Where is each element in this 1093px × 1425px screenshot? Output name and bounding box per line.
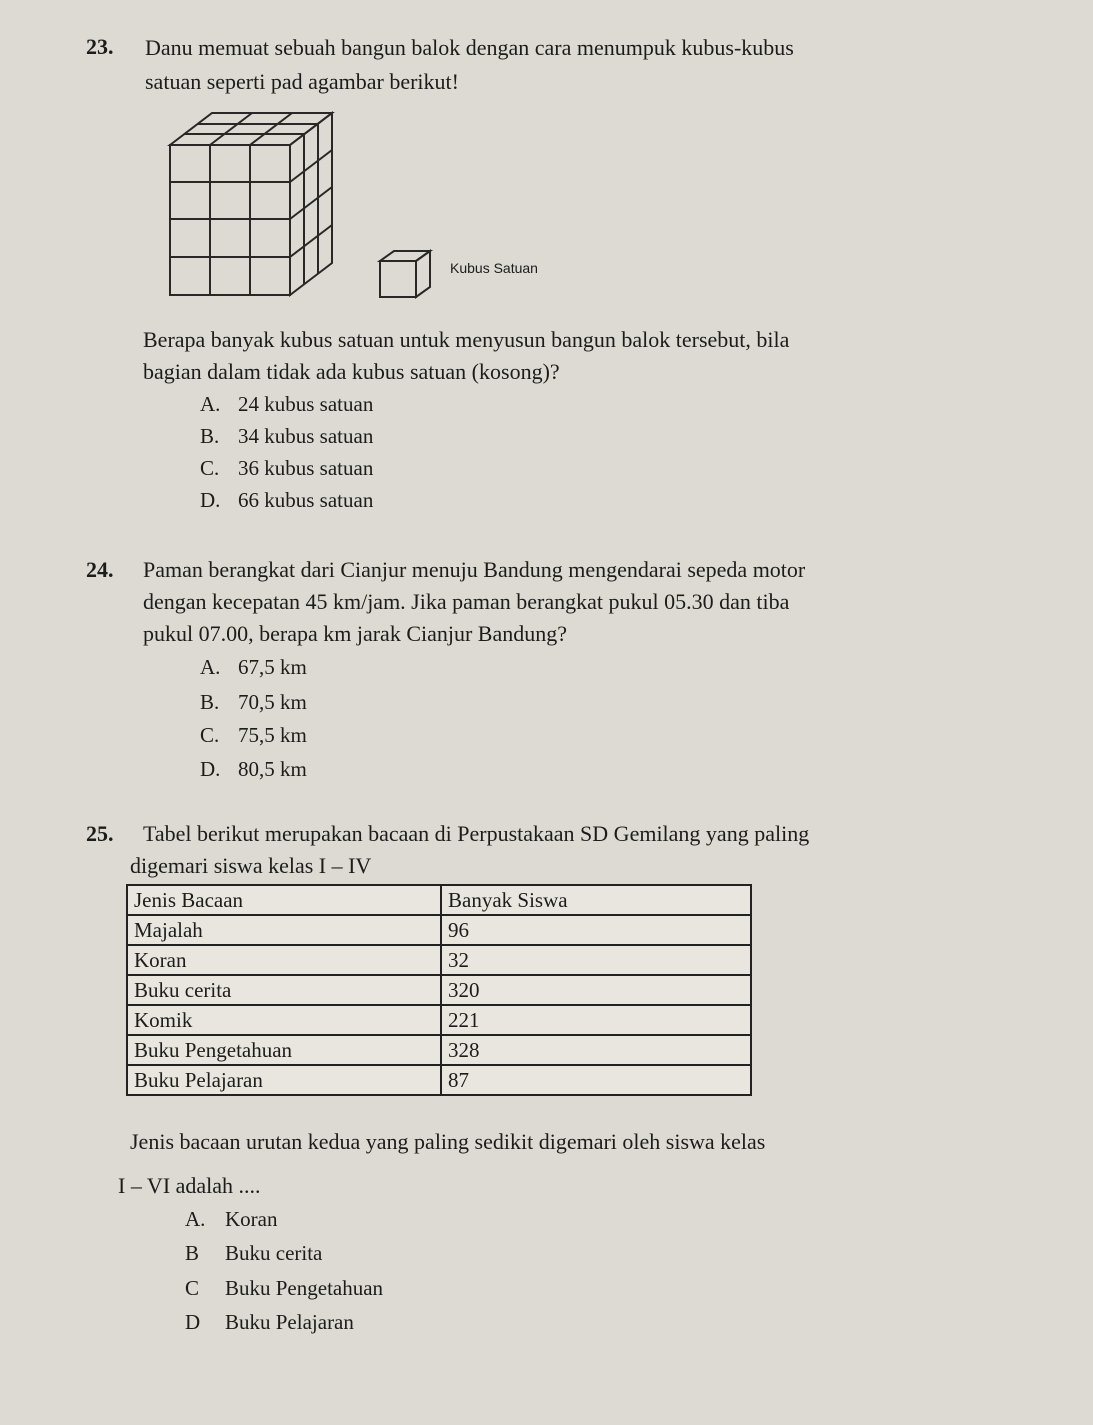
q23-question-line2: bagian dalam tidak ada kubus satuan (kosong)?	[143, 359, 560, 384]
table-row	[127, 1005, 751, 1035]
table-cell: Komik	[127, 1005, 441, 1035]
table-cell: Koran	[127, 945, 441, 975]
option-letter: A.	[185, 1207, 206, 1231]
option-letter: B.	[200, 690, 220, 714]
option-letter: B	[185, 1241, 200, 1265]
option-letter: B.	[200, 424, 220, 448]
q24-option-d[interactable]	[200, 757, 307, 782]
table-row	[127, 1065, 751, 1095]
q23-number: 23.	[86, 34, 114, 59]
option-text: 66 kubus satuan	[238, 488, 374, 512]
q23-text-line1: Danu memuat sebuah bangun balok dengan cara menumpuk kubus-kubus	[145, 35, 794, 60]
q23-question-line1: Berapa banyak kubus satuan untuk menyusun bangun balok tersebut, bila	[143, 327, 790, 352]
table-cell: Majalah	[127, 915, 441, 945]
q25-option-d[interactable]	[185, 1310, 354, 1335]
option-text: Buku Pelajaran	[225, 1310, 354, 1334]
option-letter: D.	[200, 488, 221, 512]
q25-option-c[interactable]	[185, 1276, 383, 1301]
table-cell: 221	[441, 1005, 751, 1035]
q24-text-line2: dengan kecepatan 45 km/jam. Jika paman berangkat pukul 05.30 dan tiba	[143, 589, 790, 614]
q24-text-line3: pukul 07.00, berapa km jarak Cianjur Bandung?	[143, 621, 568, 646]
table-header-row	[127, 885, 751, 915]
q25-text-line2: digemari siswa kelas I – IV	[130, 853, 372, 878]
table-header-cell: Banyak Siswa	[441, 885, 751, 915]
table-cell: 96	[441, 915, 751, 945]
q25-option-a[interactable]	[185, 1207, 277, 1232]
q24-option-a[interactable]	[200, 655, 307, 680]
option-text: Buku Pengetahuan	[225, 1276, 384, 1300]
q25-number: 25.	[86, 821, 114, 846]
table-cell: 320	[441, 975, 751, 1005]
option-text: 34 kubus satuan	[238, 424, 374, 448]
q24-text-line1: Paman berangkat dari Cianjur menuju Bandung mengendarai sepeda motor	[143, 557, 806, 582]
table-row	[127, 975, 751, 1005]
option-text: 70,5 km	[238, 690, 307, 714]
option-text: 36 kubus satuan	[238, 456, 374, 480]
q24-number: 24.	[86, 557, 114, 582]
table-cell: Buku Pelajaran	[127, 1065, 441, 1095]
option-letter: A.	[200, 655, 221, 679]
option-text: Buku cerita	[225, 1241, 323, 1265]
q25-text-line1: Tabel berikut merupakan bacaan di Perpustakaan SD Gemilang yang paling	[143, 821, 810, 846]
option-letter: C	[185, 1276, 200, 1300]
q23-option-d[interactable]	[200, 488, 373, 513]
table-header-cell: Jenis Bacaan	[127, 885, 441, 915]
table-cell: Buku Pengetahuan	[127, 1035, 441, 1065]
option-text: 75,5 km	[238, 723, 307, 747]
q24-option-b[interactable]	[200, 690, 307, 715]
reading-table	[126, 884, 752, 1096]
q23-text-line2: satuan seperti pad agambar berikut!	[145, 69, 459, 94]
q25-question-line1: Jenis bacaan urutan kedua yang paling sedikit digemari oleh siswa kelas	[130, 1129, 766, 1154]
table-row	[127, 1035, 751, 1065]
q23-option-a[interactable]	[200, 392, 373, 417]
q25-question-line2: I – VI adalah ....	[118, 1173, 261, 1198]
option-letter: D.	[200, 757, 221, 781]
option-letter: C.	[200, 456, 220, 480]
option-text: 24 kubus satuan	[238, 392, 374, 416]
unit-cube-label: Kubus Satuan	[450, 260, 538, 276]
option-text: 67,5 km	[238, 655, 307, 679]
table-cell: 87	[441, 1065, 751, 1095]
table-cell: 328	[441, 1035, 751, 1065]
table-row	[127, 915, 751, 945]
option-letter: A.	[200, 392, 221, 416]
q23-option-b[interactable]	[200, 424, 373, 449]
table-row	[127, 945, 751, 975]
option-text: 80,5 km	[238, 757, 307, 781]
q24-option-c[interactable]	[200, 723, 307, 748]
option-letter: D	[185, 1310, 201, 1334]
option-text: Koran	[225, 1207, 278, 1231]
q23-option-c[interactable]	[200, 456, 373, 481]
table-cell: 32	[441, 945, 751, 975]
table-cell: Buku cerita	[127, 975, 441, 1005]
option-letter: C.	[200, 723, 220, 747]
unit-cube-icon	[380, 251, 430, 297]
q25-option-b[interactable]	[185, 1241, 322, 1266]
